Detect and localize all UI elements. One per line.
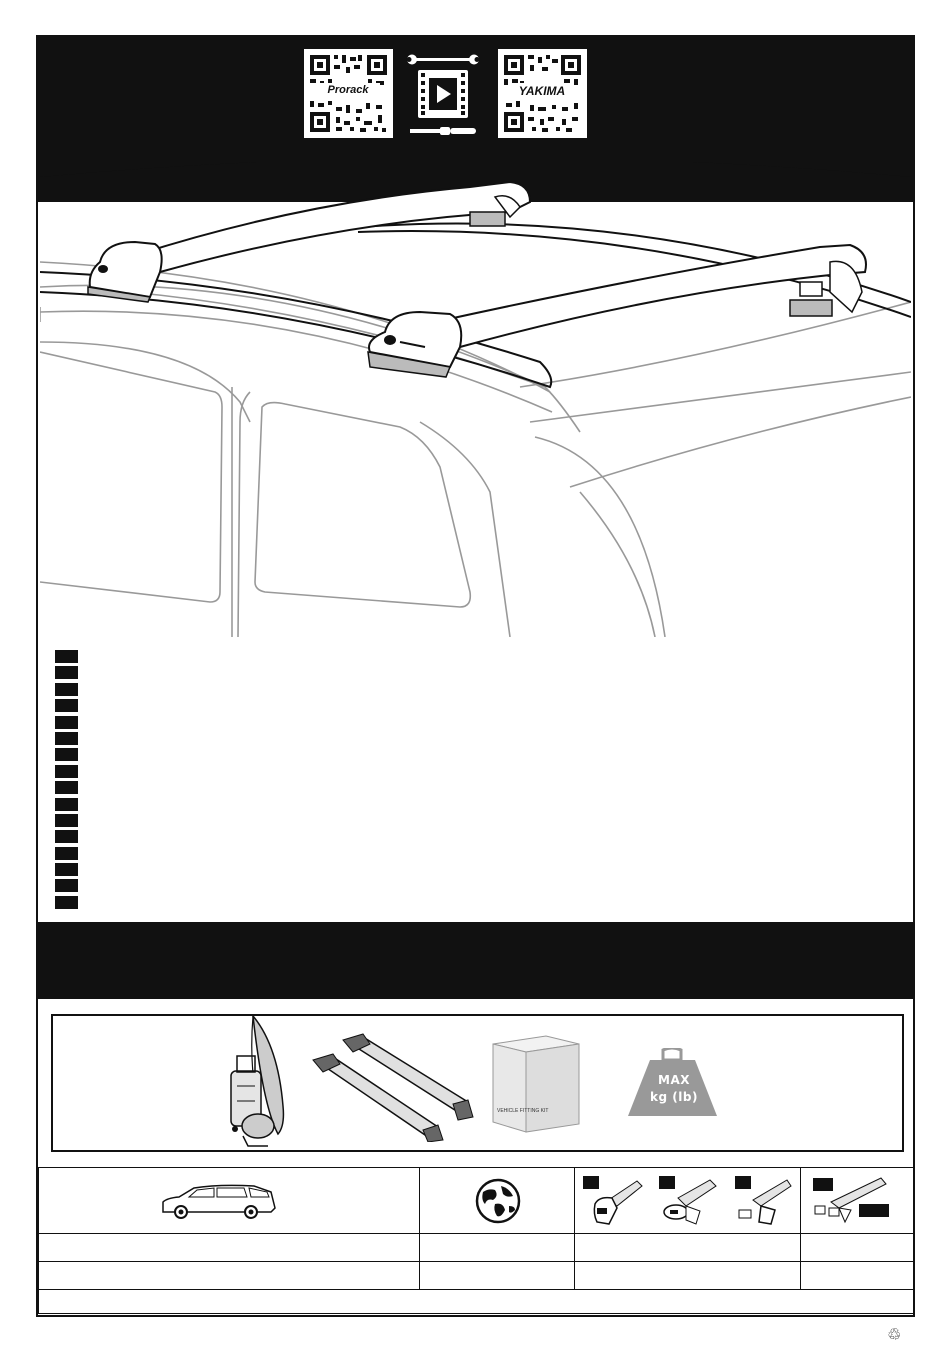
prorack-qr-code[interactable] [304,49,393,138]
spec-cell [801,1234,915,1262]
rear-roof-bar [88,182,530,302]
luggage-icon [223,1016,298,1151]
video-instruction-icon-group[interactable] [404,45,482,140]
language-marker [55,879,78,892]
wrench-icon [407,55,480,65]
language-marker [55,650,78,663]
spec-cell [575,1234,801,1262]
language-marker [55,732,78,745]
foot-type-cell [575,1168,801,1234]
language-marker [55,666,78,679]
bar-type-cell [801,1168,915,1234]
fitting-kit-box-icon [491,1034,583,1134]
language-marker [55,716,78,729]
bar-icon [811,1174,891,1229]
language-marker [55,699,78,712]
spec-cell [575,1262,801,1290]
language-marker [55,896,78,909]
spec-note-cell [39,1290,915,1314]
language-marker [55,781,78,794]
vehicle-spec-table [38,1167,915,1314]
spec-cell [419,1234,575,1262]
language-marker [55,748,78,761]
foot-type-a-icon [587,1176,647,1231]
language-marker [55,814,78,827]
spec-cell [801,1262,915,1290]
spec-cell [419,1262,575,1290]
front-roof-bar [368,245,866,377]
fitting-kit-label: VEHICLE FITTING KIT [497,1108,549,1114]
title-band [38,922,913,999]
play-video-icon [404,45,482,140]
language-marker [55,765,78,778]
foot-type-b-icon [660,1176,720,1231]
language-marker [55,830,78,843]
prorack-logo: Prorack [316,83,380,97]
language-marker [55,683,78,696]
foot-type-c-icon [735,1176,795,1231]
package-contents-box [51,1014,904,1152]
language-marker [55,847,78,860]
max-weight-label: MAX [658,1073,690,1087]
language-marker [55,798,78,811]
max-weight-unit-label: kg (lb) [650,1090,698,1104]
vehicle-cell [39,1168,420,1234]
language-markers [55,650,79,912]
recycle-icon: ♲ [887,1325,902,1344]
yakima-logo: YAKIMA [510,83,574,99]
region-cell [419,1168,575,1234]
language-marker [55,863,78,876]
roof-bars-icon [308,1032,478,1142]
globe-icon [475,1178,521,1224]
screwdriver-icon [410,127,476,135]
spec-cell [39,1234,420,1262]
yakima-qr-code[interactable] [498,49,587,138]
roof-bars-installation-illustration [40,162,911,637]
spec-cell [39,1262,420,1290]
vehicle-icon [159,1182,279,1222]
instruction-sheet [36,35,915,1317]
